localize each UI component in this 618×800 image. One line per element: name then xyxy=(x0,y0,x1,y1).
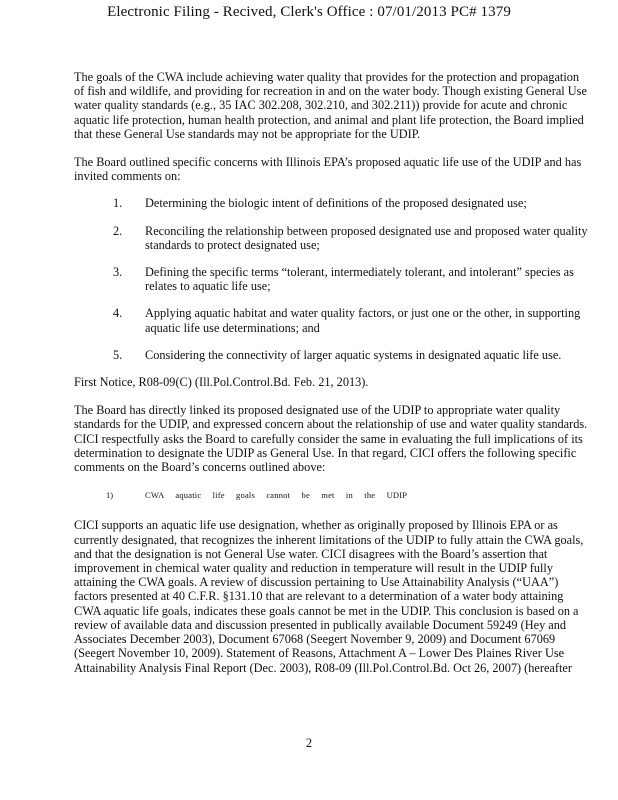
list-item-number: 1. xyxy=(113,196,123,211)
section-heading-text: CWA aquatic life goals cannot be met in the UDIP xyxy=(145,490,408,501)
paragraph-board-concerns: The Board outlined specific concerns with Illinois EPA’s proposed aquatic life use of the UDIP and has invited comments on: xyxy=(74,155,582,184)
list-item xyxy=(74,224,590,252)
list-item xyxy=(74,348,590,362)
list-item xyxy=(74,265,590,293)
list-item-number: 5. xyxy=(113,347,123,362)
list-item xyxy=(74,306,590,334)
list-item-number: 2. xyxy=(113,223,123,238)
list-item xyxy=(74,196,590,210)
list-item-text: Applying aquatic habitat and water quality factors, or just one or the other, in supporting aquatic life use determinations; and xyxy=(145,306,581,335)
list-item-text: Defining the specific terms “tolerant, intermediately tolerant, and intolerant” species as relates to aquatic life use; xyxy=(145,265,574,294)
section-heading-number: 1) xyxy=(106,490,114,501)
list-item-text: Determining the biologic intent of definitions of the proposed designated use; xyxy=(145,196,527,211)
first-notice-citation: First Notice, R08-09(C) (Ill.Pol.Control.Bd. Feb. 21, 2013). xyxy=(74,375,369,390)
list-item-text: Considering the connectivity of larger aquatic systems in designated aquatic life use. xyxy=(145,347,562,362)
page-number: 2 xyxy=(305,736,313,750)
paragraph-cici-supports: CICI supports an aquatic life use designation, whether as originally proposed by Illinois EPA or as currently designated, that recognizes the inherent limitations of the UDIP to fully attain the CWA goals, and that the designation is not General Use water. CICI disagrees with the Board’s assertion that improvement in chemical water quality and reduction in temperature will result in the UDIP fully attaining the CWA goals. A review of discussion pertaining to Use Attainability Analysis (“UAA”) factors presented at 40 C.F.R. §131.10 that are relevant to a determination of a water body attaining CWA aquatic life goals, indicates these goals cannot be met in the UDIP. This conclusion is based on a review of available data and discussion presented in publically available Document 59249 (Hey and Associates December 2003), Document 67068 (Seegert November 9, 2009) and Document 67069 (Seegert November 10, 2009). Statement of Reasons, Attachment A – Lower Des Plaines River Use Attainability Analysis Final Report (Dec. 2003), R08-09 (Ill.Pol.Control.Bd. Oct 26, 2007) (hereafter xyxy=(74,518,584,675)
document-body xyxy=(74,70,590,675)
paragraph-cwa-goals: The goals of the CWA include achieving water quality that provides for the protection and propagation of fish and wildlife, and providing for recreation in and on the water body. Though existing General Use water quality standards (e.g., 35 IAC 302.208, 302.210, and 302.211)) provide for acute and chronic aquatic life protection, human health protection, and animal and plant life protection, the Board implied that these General Use standards may not be appropriate for the UDIP. xyxy=(74,70,587,141)
paragraph-board-linkage: The Board has directly linked its proposed designated use of the UDIP to appropriate water quality standards for the UDIP, and expressed concern about the relationship of use and water quality standards. CICI respectfully asks the Board to carefully consider the same in evaluating the full implications of its determination to designate the UDIP as General Use. In that regard, CICI offers the following specific comments on the Board’s concerns outlined above: xyxy=(74,403,588,475)
list-item-number: 3. xyxy=(113,265,123,280)
concerns-list xyxy=(74,196,590,362)
section-heading xyxy=(74,488,590,502)
list-item-number: 4. xyxy=(113,306,123,321)
filing-header: Electronic Filing - Recived, Clerk's Office : 07/01/2013 PC# 1379 xyxy=(107,4,511,20)
list-item-text: Reconciling the relationship between proposed designated use and proposed water quality standards to protect designated use; xyxy=(145,223,588,252)
